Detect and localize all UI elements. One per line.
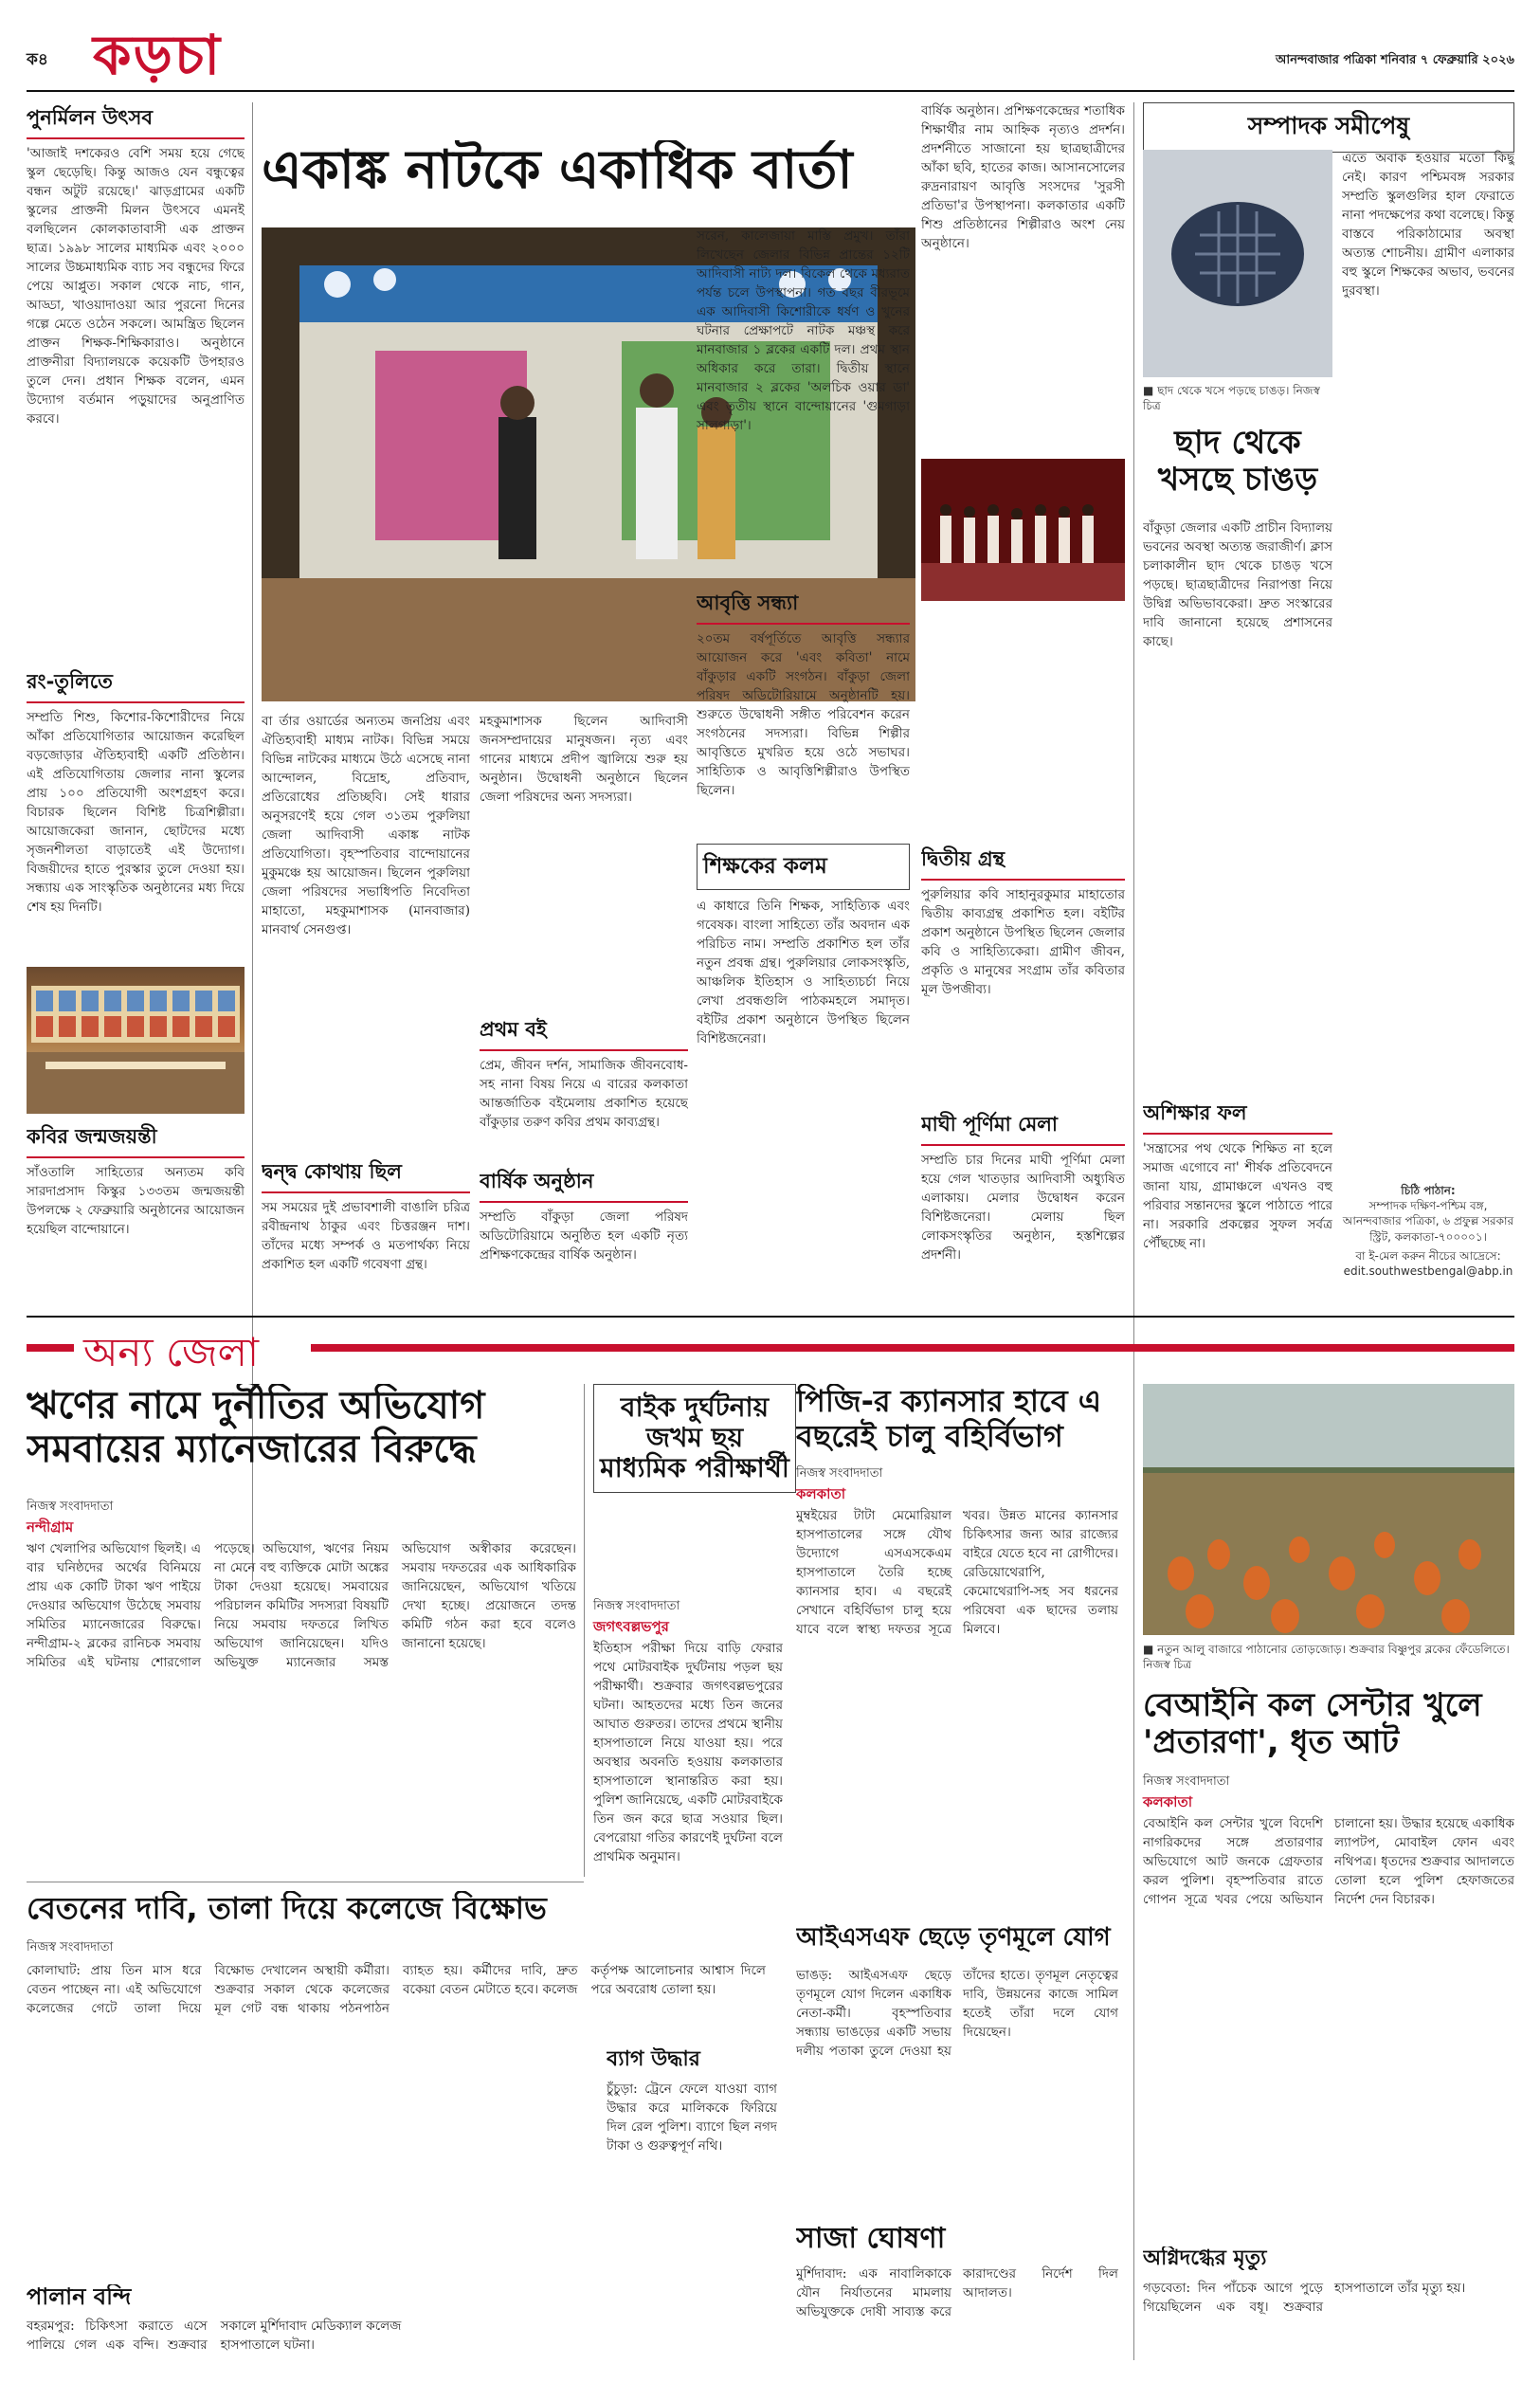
- salary-headline: বেতনের দাবি, তালা দিয়ে কলেজে বিক্ষোভ: [27, 1891, 547, 1926]
- loan-byline: নিজস্ব সংবাদদাতা: [27, 1500, 114, 1514]
- onno-jela-title: অন্য জেলা: [83, 1329, 260, 1375]
- reunion-heading: পুনর্মিলন উৎসব: [27, 102, 245, 139]
- reunion-body: 'আজাই দশকেরও বেশি সময় হয়ে গেছে স্কুল ছেড়েছি। কিন্তু আজও যেন বন্ধুত্বের বন্ধন অটুট রয়েছে।' ঝাড়গ্রামের একটি স্কুলের প্রাক্তনী মিলন উৎসবে এমনই বলছিলেন কোলকাতাবাসী এক প্রাক্তন ছাত্র। ১৯৯৮ সালের মাধ্যমিক এবং ২০০০ সালের উচ্চমাধ্যমিক ব্যাচ সব বন্ধুদের ফিরে পেয়ে আপ্লুত। সকাল থেকে নাচ, গান, আড্ডা, খাওয়াদাওয়া আর পুরনো দিনের গল্পে মেতে ওঠেন সকলে। আমন্ত্রিত ছিলেন প্রাক্তন শিক্ষক-শিক্ষিকারাও। অনুষ্ঠানে প্রাক্তনীরা বিদ্যালয়কে কয়েকটি উপহারও তুলে দেন। প্রধান শিক্ষক বলেন, এমন উদ্যোগ বর্তমান পড়ুয়াদের অনুপ্রাণিত করবে।: [27, 146, 245, 427]
- rang-heading: রং-তুলিতে: [27, 666, 245, 703]
- magh-body: সম্প্রতি চার দিনের মাঘী পূর্ণিমা মেলা হয়ে গেল খাতড়ার আদিবাসী অধ্যুষিত এলাকায়। মেলার উদ্বোধন করেন বিশিষ্টজনেরা। মেলায় ছিল লোকসংস্কৃতির অনুষ্ঠান, হস্তশিল্পের প্রদর্শনী।: [921, 1153, 1125, 1263]
- loan-body: ঋণ খেলাপির অভিযোগ ছিলই। এ বার ঘনিষ্ঠদের অর্থের বিনিময়ে প্রায় এক কোটি টাকা ঋণ পাইয়ে দেওয়ার অভিযোগ উঠেছে সমবায় সমিতির ম্যানেজারের বিরুদ্ধে। নন্দীগ্রাম-২ ব্লকের রানিচক সমবায় সমিতির এই ঘটনায় শোরগোল পড়েছে। অভিযোগ, ঋণের নিয়ম না মেনে বহু ব্যক্তিকে মোটা অঙ্কের টাকা দেওয়া হয়েছে। সমবায়ের পরিচালন কমিটির সদস্যরা বিষয়টি নিয়ে সমবায় দফতরে লিখিত অভিযোগ জানিয়েছেন। যদিও অভিযুক্ত ম্যানেজার সমস্ত অভিযোগ অস্বীকার করেছেন। সমবায় দফতরের এক আধিকারিক জানিয়েছেন, অভিযোগ খতিয়ে দেখা হচ্ছে। প্রয়োজনে তদন্ত কমিটি গঠন করা হবে বলেও জানানো হয়েছে।: [27, 1541, 576, 1670]
- section-title: কড়চা: [93, 23, 223, 87]
- field-illustration: [1143, 1384, 1514, 1635]
- dvondo-body: সম সময়ের দুই প্রভাবশালী বাঙালি চরিত্র রবীন্দ্রনাথ ঠাকুর এবং চিত্তরঞ্জন দাশ। তাঁদের মধ্যে সম্পর্ক ও মতপার্থক্য নিয়ে প্রকাশিত হল একটি গবেষণা গ্রন্থ।: [262, 1200, 470, 1272]
- bike-byline: নিজস্ব সংবাদদাতা: [593, 1599, 680, 1613]
- anushthan-body: সম্প্রতি বাঁকুড়া জেলা পরিষদ অডিটোরিয়ামে অনুষ্ঠিত হল একটি নৃত্য প্রশিক্ষণকেন্দ্রের বার্ষিক অনুষ্ঠান।: [480, 1209, 688, 1263]
- page-number: ক৪: [27, 50, 48, 69]
- lead-intro: বা র্তার ওয়ার্ডের অন্যতম জনপ্রিয় এবং ঐতিহ্যবাহী মাধ্যম নাটক। বিভিন্ন সময়ে বিভিন্ন নাটকের মাধ্যমে উঠে এসেছে নানা আন্দোলন, বিদ্রোহ, প্রতিবাদ, প্রতিরোধের প্রতিচ্ছবি। সেই ধারার অনুসরণেই হয়ে গেল ৩১তম পুরুলিয়া জেলা আদিবাসী একাঙ্ক নাটক প্রতিযোগিতা। বৃহস্পতিবার বান্দোয়ানের মুকুমঞ্চে হয় আয়োজন। ছিলেন পুরুলিয়া জেলা পরিষদের সভাধিপতি নিবেদিতা মাহাতো, মহকুমাশাসক (মানবাজার) মানবার্থ সেনগুপ্ত।: [262, 714, 470, 937]
- recital-illustration: [921, 459, 1125, 601]
- ditio-section: [921, 844, 1125, 1133]
- callcentre-byline: নিজস্ব সংবাদদাতা: [1143, 1774, 1230, 1789]
- chad-body: বাঁকুড়া জেলার একটি প্রাচীন বিদ্যালয় ভবনের অবস্থা অত্যন্ত জরাজীর্ণ। ক্লাস চলাকালীন ছাদ থেকে চাঙড় খসে পড়ছে। ছাত্রছাত্রীদের নিরাপত্তা নিয়ে উদ্বিগ্ন অভিভাবকেরা। দ্রুত সংস্কারের দাবি জানানো হয়েছে প্রশাসনের কাছে।: [1143, 520, 1332, 649]
- kabi-heading: কবির জন্মজয়ন্তী: [27, 1121, 245, 1158]
- abritti-body: ২০তম বর্ষপূর্তিতে আবৃত্তি সন্ধ্যার আয়োজন করে 'এবং কবিতা' নামে বাঁকুড়ার একটি সংগঠন। বাঁকুড়া জেলা পরিষদ অডিটোরিয়ামে অনুষ্ঠানটি হয়। শুরুতে উদ্বোধনী সঙ্গীত পরিবেশন করেন সংগঠনের সদস্যরা। বিভিন্ন শিল্পীর আবৃত্তিতে মুখরিত হয়ে ওঠে সভাঘর। সাহিত্যিক ও আবৃত্তিশিল্পীরাও উপস্থিত ছিলেন।: [697, 631, 910, 798]
- oshikkha-heading: অশিক্ষার ফল: [1143, 1098, 1332, 1135]
- lead-col-1: [262, 713, 470, 1149]
- pg-headline: পিজি-র ক্যানসার হাবে এ বছরেই চালু বহির্বিভাগ: [796, 1384, 1102, 1454]
- book-sidebar: [480, 1014, 688, 1142]
- pg-byline: নিজস্ব সংবাদদাতা: [796, 1466, 883, 1481]
- abritti-section: [697, 588, 910, 867]
- agni-body: গড়বেতা: দিন পাঁচেক আগে পুড়ে গিয়েছিলেন এক বধূ। শুক্রবার হাসপাতালে তাঁর মৃত্যু হয়।: [1143, 2281, 1466, 2315]
- date-line: আনন্দবাজার পত্রিকা শনিবার ৭ ফেব্রুয়ারি ২০২৬: [1276, 53, 1514, 67]
- palan-headline: পালান বন্দি: [27, 2284, 132, 2310]
- ceiling-illustration: [1143, 150, 1332, 377]
- salary-byline: নিজস্ব সংবাদদাতা: [27, 1940, 114, 1955]
- dvondo-heading: দ্বন্দ্ব কোথায় ছিল: [262, 1156, 470, 1193]
- oshikkha-body: 'সন্ত্রাসের পথ থেকে শিক্ষিত না হলে সমাজ এগোবে না' শীর্ষক প্রতিবেদনে জানা যায়, গ্রামাঞ্চলে এখনও বহু পরিবার সন্তানদের স্কুলে পাঠাতে পারে না। সরকারি প্রকল্পের সুফল সর্বত্র পৌঁছচ্ছে না।: [1143, 1141, 1332, 1251]
- lead-headline: একাঙ্ক নাটকে একাধিক বার্তা: [262, 140, 853, 201]
- banner-right-bar: [311, 1344, 1514, 1352]
- reunion-photo: [27, 967, 245, 1114]
- chithi-label: চিঠি পাঠান:: [1401, 1184, 1456, 1197]
- ceiling-photo: [1143, 150, 1332, 377]
- abritti-photo: [921, 459, 1125, 601]
- callcentre-headline: বেআইনি কল সেন্টার খুলে 'প্রতারণা', ধৃত আট: [1143, 1687, 1482, 1762]
- shikkhok-heading: শিক্ষকের কলম: [697, 844, 910, 890]
- ceiling-caption: ■ ছাদ থেকে খসে পড়ছে চাঙড়। নিজস্ব চিত্র: [1143, 384, 1320, 413]
- bike-body: ইতিহাস পরীক্ষা দিয়ে বাড়ি ফেরার পথে মোটরবাইক দুর্ঘটনায় পড়ল ছয় পরীক্ষার্থী। শুক্রবার জগৎবল্লভপুরের ঘটনা। আহতদের মধ্যে তিন জনের আঘাত গুরুতর। তাদের প্রথমে স্থানীয় হাসপাতালে নিয়ে যাওয়া হয়। পরে অবস্থার অবনতি হওয়ায় কলকাতার হাসপাতালে স্থানান্তরিত করা হয়। পুলিশ জানিয়েছে, একটি মোটরবাইকে তিন জন করে ছাত্র সওয়ার ছিল। বেপরোয়া গতির কারণেই দুর্ঘটনা বলে প্রাথমিক অনুমান।: [593, 1641, 783, 1864]
- potato-caption: ■ নতুন আলু বাজারে পাঠানোর তোড়জোড়। শুক্রবার বিষ্ণুপুর ব্লকের ফেঁডেলিতে। নিজস্ব চিত্র: [1143, 1643, 1510, 1672]
- sampadak-heading: সম্পাদক সমীপেষু: [1143, 102, 1514, 153]
- salary-body: কোলাঘাট: প্রায় তিন মাস ধরে বেতন পাচ্ছেন না। এই অভিযোগে কলেজের গেটে তালা দিয়ে বিক্ষোভ দেখালেন অস্থায়ী কর্মীরা। শুক্রবার সকাল থেকে কলেজের মূল গেট বন্ধ থাকায় পঠনপাঠন ব্যাহত হয়। কর্মীদের দাবি, দ্রুত বকেয়া বেতন মেটাতে হবে। কলেজ কর্তৃপক্ষ আলোচনার আশ্বাস দিলে পরে অবরোধ তোলা হয়।: [27, 1963, 766, 2016]
- lead-col-4: বার্ষিক অনুষ্ঠান। প্রশিক্ষণকেন্দ্রের শতাধিক শিক্ষার্থীর নাম আহ্নিক নৃত্যও প্রদর্শন। প্রদর্শনীতে সাজানো হয় ছাত্রছাত্রীদের আঁকা ছবি, হাতের কাজ। আসানসোলের রুদ্রনারায়ণ আবৃত্তি সংসদের 'সুরসী প্রতিভা'র উপস্থাপনা। কলকাতার একটি শিশু প্রতিষ্ঠানের শিল্পীরাও অংশ নেয় অনুষ্ঠানে।: [921, 103, 1125, 251]
- palan-body: বহরমপুর: চিকিৎসা করাতে এসে পালিয়ে গেল এক বন্দি। শুক্রবার সকালে মুর্শিদাবাদ মেডিক্যাল কলেজ হাসপাতালে ঘটনা।: [27, 2318, 402, 2353]
- book-body: প্রেম, জীবন দর্শন, সামাজিক জীবনবোধ-সহ নানা বিষয় নিয়ে এ বারের কলকাতা আন্তর্জাতিক বইমেলায় প্রকাশিত হয়েছে বাঁকুড়ার তরুণ কবির প্রথম কাব্যগ্রন্থ।: [480, 1058, 688, 1130]
- isf-body: ভাঙড়: আইএসএফ ছেড়ে তৃণমূলে যোগ দিলেন একাধিক নেতা-কর্মী। বৃহস্পতিবার সন্ধ্যায় ভাঙড়ের একটি সভায় দলীয় পতাকা তুলে দেওয়া হয় তাঁদের হাতে। তৃণমূল নেতৃত্বের দাবি, উন্নয়নের কাজে সামিল হতেই তাঁরা দলে যোগ দিয়েছেন।: [796, 1968, 1118, 2059]
- ditio-body: পুরুলিয়ার কবি সাহানুরকুমার মাহাতোর দ্বিতীয় কাব্যগ্রন্থ প্রকাশিত হল। বইটির প্রকাশ অনুষ্ঠানে উপস্থিত ছিলেন জেলার কবি ও সাহিত্যিকেরা। গ্রামীণ জীবন, প্রকৃতি ও মানুষের সংগ্রাম তাঁর কবিতার মূল উপজীব্য।: [921, 887, 1125, 997]
- chithi-address: সম্পাদক দক্ষিণ-পশ্চিম বঙ্গ, আনন্দবাজার পত্রিকা, ৬ প্রফুল্ল সরকার স্ট্রিট, কলকাতা-৭০০০০১।: [1342, 1199, 1514, 1244]
- loan-dateline: নন্দীগ্রাম: [27, 1518, 74, 1536]
- kabi-body: সাঁওতালি সাহিত্যের অন্যতম কবি সারদাপ্রসাদ কিস্কুর ১৩৩তম জন্মজয়ন্তী উপলক্ষে ২ ফেব্রুয়ারি অনুষ্ঠানের আয়োজন হয়েছিল বান্দোয়ানে।: [27, 1165, 245, 1237]
- anushthan-heading: বার্ষিক অনুষ্ঠান: [480, 1166, 688, 1203]
- oshikkha-section: [1143, 1098, 1332, 1339]
- saja-headline: সাজা ঘোষণা: [796, 2223, 946, 2255]
- callcentre-body: বেআইনি কল সেন্টার খুলে বিদেশি নাগরিকদের সঙ্গে প্রতারণার অভিযোগে আট জনকে গ্রেফতার করল পুলিশ। বৃহস্পতিবার রাতে গোপন সূত্রে খবর পেয়ে অভিযান চালানো হয়। উদ্ধার হয়েছে একাধিক ল্যাপটপ, মোবাইল ফোন এবং নথিপত্র। ধৃতদের শুক্রবার আদালতে তোলা হলে পুলিশ হেফাজতের নির্দেশ দেন বিচারক।: [1143, 1816, 1514, 1907]
- rule-right-bottom: [1133, 1384, 1134, 2360]
- ditio-heading: দ্বিতীয় গ্রন্থ: [921, 844, 1125, 881]
- lead-col-3: সরেন, কালেজায়া মাস্তি প্রমুখ। তাঁরা লিখেছেন জেলার বিভিন্ন প্রান্তের ১২টি আদিবাসী নাট্য দল। বিকেল থেকে মধ্যরাত পর্যন্ত চলে উপস্থাপনা। গত বছর বীরভূমে এক আদিবাসী কিশোরীকে ধর্ষণ ও খুনের ঘটনার প্রেক্ষাপটে নাটক মঞ্চস্থ করে মানবাজার ১ ব্লকের একটি দল। প্রথম স্থান অধিকার করে তারা। দ্বিতীয় স্থানে মানবাজার ২ ব্লকের 'অলচিক ওয়ার ডা' এবং তৃতীয় স্থানে বান্দোয়ানের 'গুমগাড়া সালগাড়া'।: [697, 228, 910, 433]
- agni-headline: অগ্নিদগ্ধের মৃত্যু: [1143, 2246, 1267, 2270]
- potato-photo: [1143, 1384, 1514, 1635]
- bag-headline: ব্যাগ উদ্ধার: [607, 2047, 700, 2071]
- magh-heading: মাঘী পূর্ণিমা মেলা: [921, 1109, 1125, 1146]
- exhibition-illustration: [27, 967, 245, 1114]
- anushthan-sidebar: [480, 1166, 688, 1332]
- isf-headline: আইএসএফ ছেড়ে তৃণমূলে যোগ: [796, 1924, 1111, 1952]
- abritti-heading: আবৃত্তি সন্ধ্যা: [697, 588, 910, 625]
- loan-headline: ঋণের নামে দুর্নীতির অভিযোগ সমবায়ের ম্যানেজারের বিরুদ্ধে: [27, 1384, 485, 1471]
- bag-body: চুঁচুড়া: ট্রেনে ফেলে যাওয়া ব্যাগ উদ্ধার করে মালিককে ফিরিয়ে দিল রেল পুলিশ। ব্যাগে ছিল নগদ টাকা ও গুরুত্বপূর্ণ নথি।: [607, 2082, 777, 2154]
- chad-heading: ছাদ থেকে খসছে চাঙড়: [1157, 425, 1318, 500]
- pg-body: মুম্বইয়ের টাটা মেমোরিয়াল হাসপাতালের সঙ্গে যৌথ উদ্যোগে এসএসকেএম হাসপাতালে তৈরি হচ্ছে ক্যানসার হাব। এ বছরেই সেখানে বহির্বিভাগ চালু হয়ে যাবে বলে স্বাস্থ্য দফতর সূত্রে খবর। উন্নত মানের ক্যানসার চিকিৎসার জন্য আর রাজ্যের বাইরে যেতে হবে না রোগীদের। রেডিয়োথেরাপি, কেমোথেরাপি-সহ সব ধরনের পরিষেবা এক ছাদের তলায় মিলবে।: [796, 1508, 1118, 1637]
- banner-rule-top: [27, 1316, 1514, 1318]
- lead-col-2: মহকুমাশাসক ছিলেন আদিবাসী জনসম্প্রদায়ের মানুষজন। নৃত্য এবং গানের মাধ্যমে প্রদীপ জ্বালিয়ে শুরু হয় অনুষ্ঠান। উদ্বোধনী অনুষ্ঠানে ছিলেন জেলা পরিষদের অন্য সদস্যরা।: [480, 714, 688, 805]
- pg-dateline: কলকাতা: [796, 1485, 846, 1502]
- chithi-box: [1342, 1183, 1514, 1279]
- shikkhok-body: এ কাধারে তিনি শিক্ষক, সাহিত্যিক এবং গবেষক। বাংলা সাহিত্যে তাঁর অবদান এক পরিচিত নাম। সম্প্রতি প্রকাশিত হল তাঁর নতুন প্রবন্ধ গ্রন্থ। পুরুলিয়ার লোকসংস্কৃতি, আঞ্চলিক ইতিহাস ও সাহিত্যচর্চা নিয়ে লেখা প্রবন্ধগুলি পাঠকমহলে সমাদৃত। বইটির প্রকাশ অনুষ্ঠানে উপস্থিত ছিলেন বিশিষ্টজনেরা।: [697, 899, 910, 1046]
- letter-body: এতে অবাক হওয়ার মতো কিছু নেই। কারণ পশ্চিমবঙ্গ সরকার সম্প্রতি স্কুলগুলির হাল ফেরাতে নানা পদক্ষেপের কথা বলেছে। কিন্তু বাস্তবে পরিকাঠামোর অবস্থা অত্যন্ত শোচনীয়। গ্রামীণ এলাকার বহু স্কুলে শিক্ষকের অভাব, ভবনের দুরবস্থা।: [1342, 151, 1514, 299]
- rule-loan: [584, 1384, 585, 1877]
- book-heading: প্রথম বই: [480, 1014, 688, 1051]
- masthead: [27, 13, 1514, 87]
- masthead-rule: [27, 90, 1514, 92]
- magh-section: [921, 1109, 1125, 1351]
- banner-left-bar: [27, 1344, 74, 1352]
- chithi-email: বা ই-মেল করুন নীচের আদ্রেসে: edit.southwestbengal@abp.in: [1343, 1248, 1513, 1278]
- shikkhok-section: [697, 844, 910, 1296]
- bike-headline: বাইক দুর্ঘটনায় জখম ছয় মাধ্যমিক পরীক্ষার্থী: [593, 1384, 796, 1493]
- callcentre-dateline: কলকাতা: [1143, 1793, 1193, 1810]
- onno-jela-banner: [27, 1319, 1514, 1376]
- saja-body: মুর্শিদাবাদ: এক নাবালিকাকে যৌন নির্যাতনের মামলায় অভিযুক্তকে দোষী সাব্যস্ত করে কারাদণ্ডের নির্দেশ দিল আদালত।: [796, 2266, 1118, 2319]
- bike-dateline: জগৎবল্লভপুর: [593, 1618, 669, 1635]
- rang-body: সম্প্রতি শিশু, কিশোর-কিশোরীদের নিয়ে আঁকা প্রতিযোগিতার আয়োজন করেছিল বড়জোড়ার ঐতিহ্যবাহী একটি প্রতিষ্ঠান। এই প্রতিযোগিতায় জেলার নানা স্কুলের প্রায় ১০০ প্রতিযোগী অংশগ্রহণ করে। বিচারক ছিলেন বিশিষ্ট চিত্রশিল্পীরা। আয়োজকেরা জানান, ছোটদের মধ্যে সৃজনশীলতা বাড়াতেই এই উদ্যোগ। বিজয়ীদের হাতে পুরস্কার তুলে দেওয়া হয়। সন্ধ্যায় এক সাংস্কৃতিক অনুষ্ঠানের মধ্য দিয়ে শেষ হয় দিনটি।: [27, 710, 245, 915]
